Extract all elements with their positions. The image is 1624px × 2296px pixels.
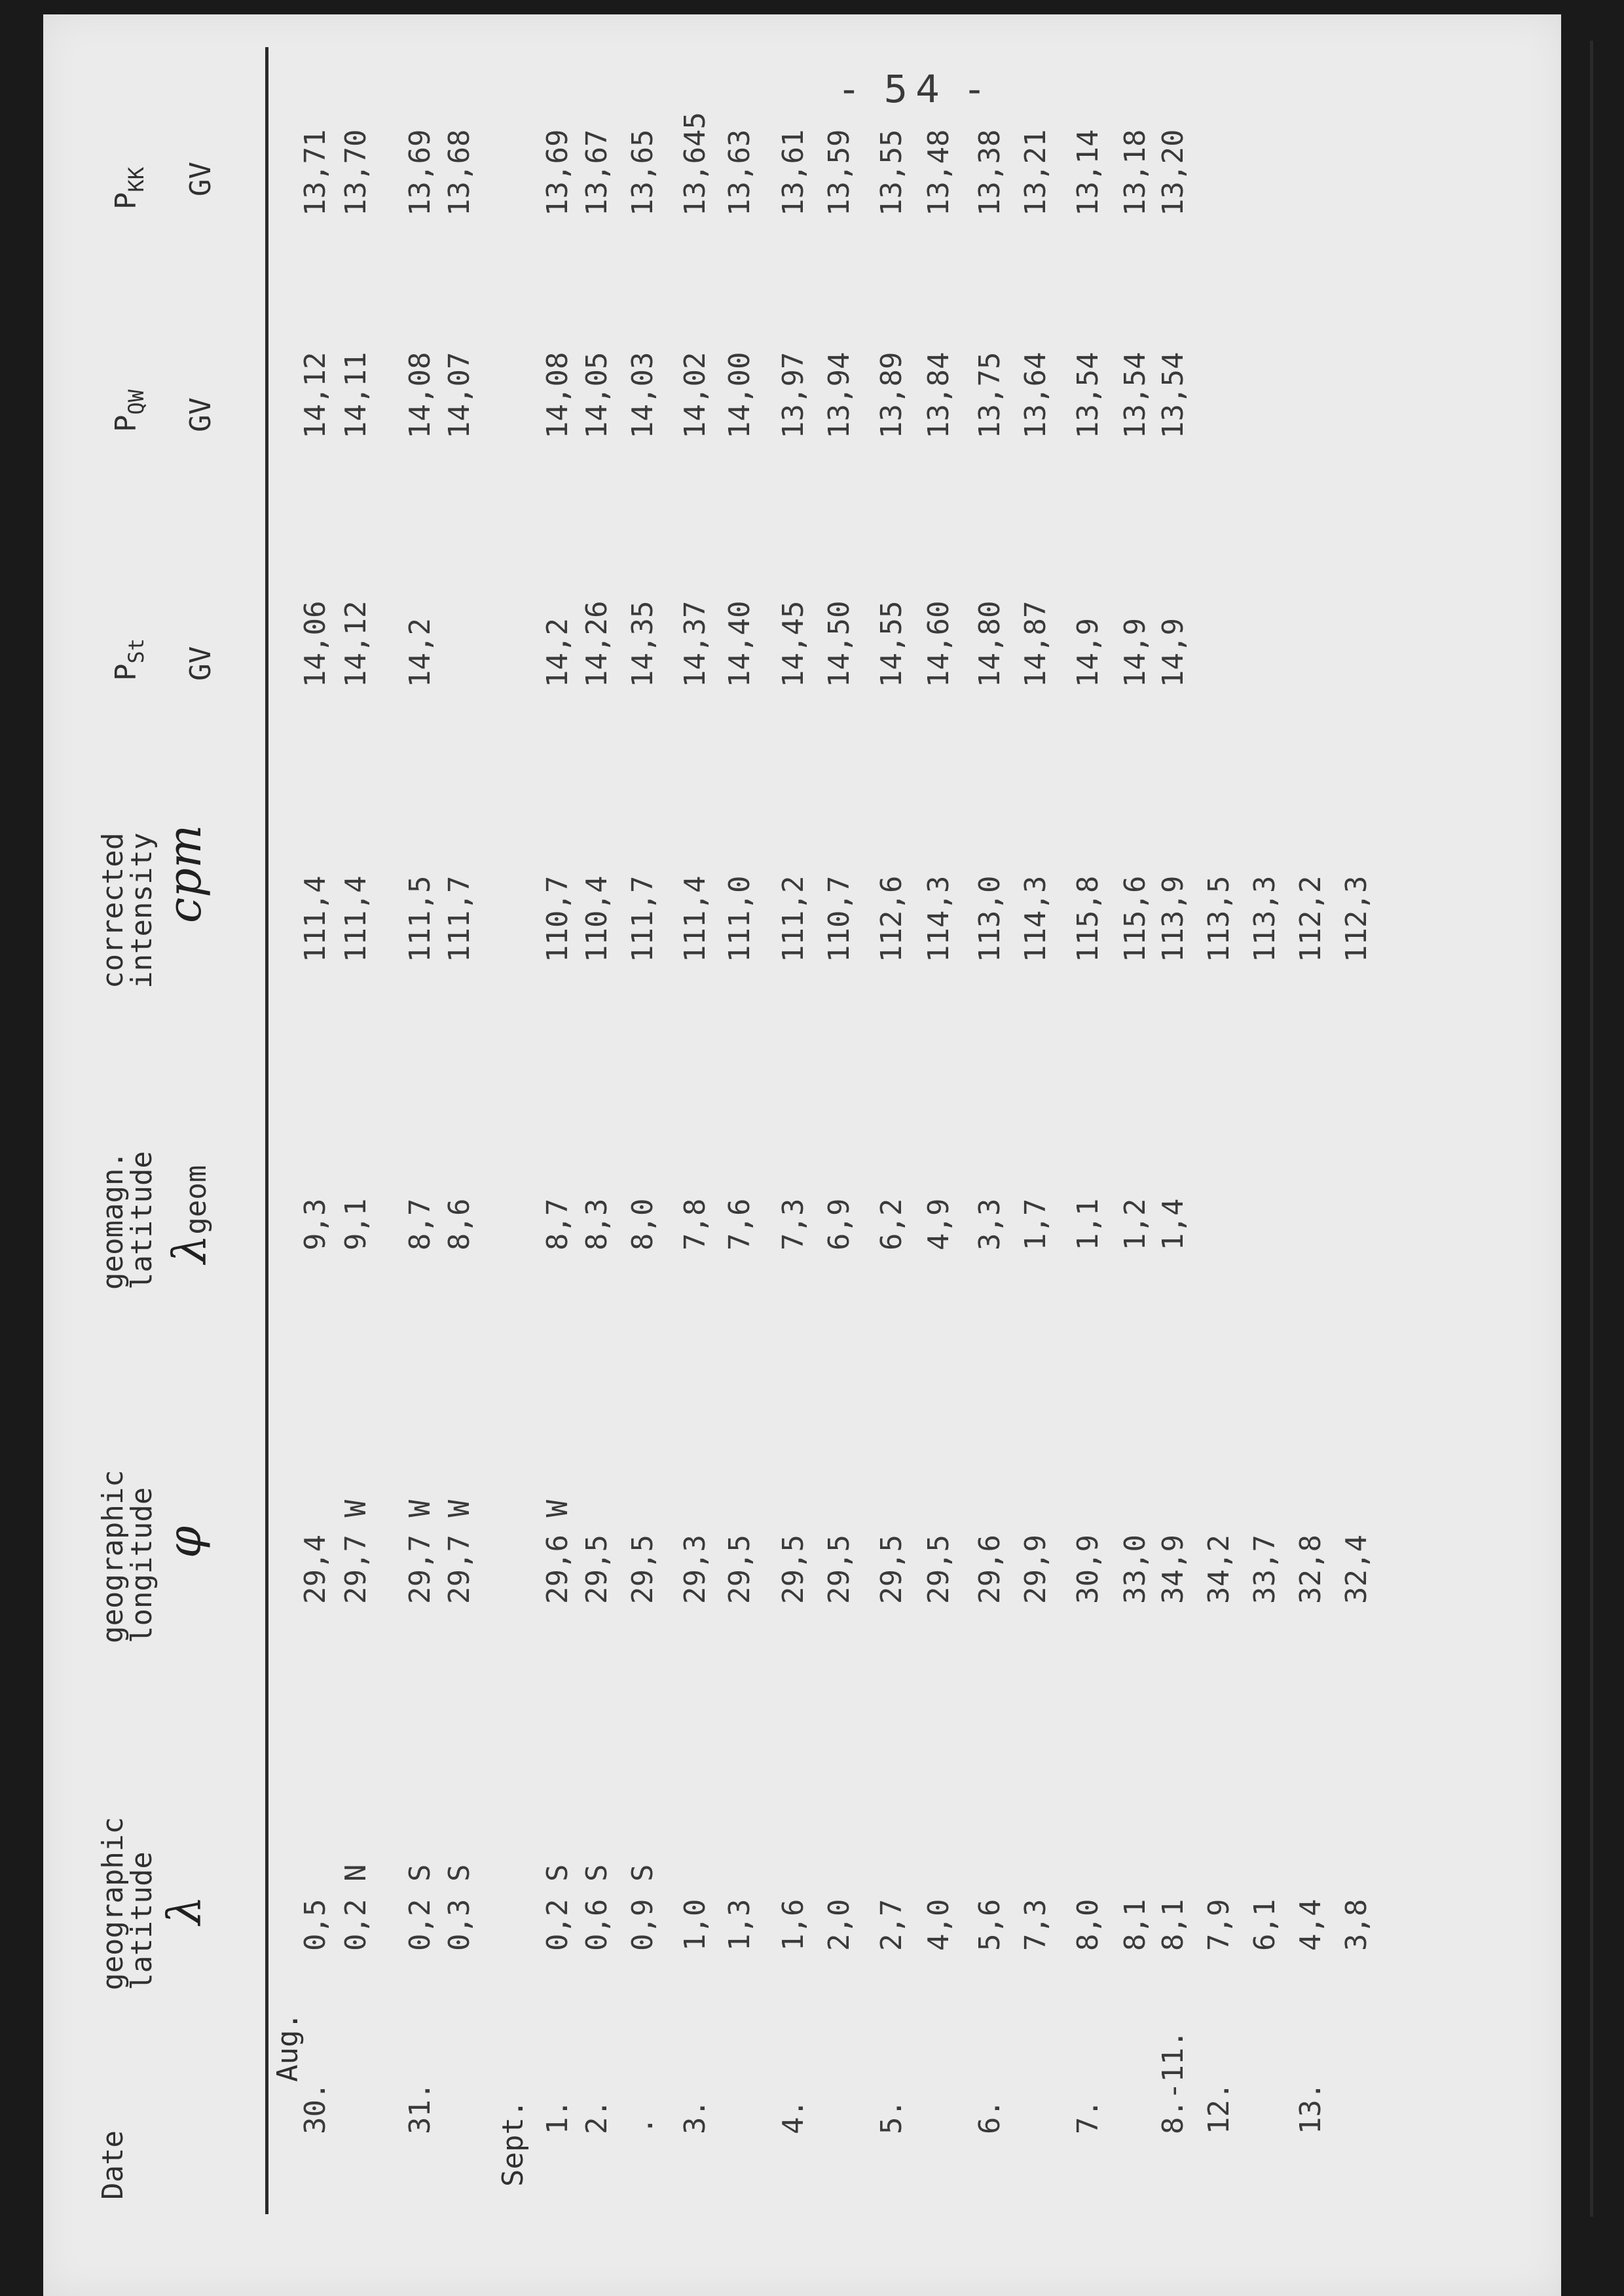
cell-corr-int: 111,0 [723,875,756,962]
cell-geo-lat: 7,3 [1019,1899,1052,1951]
cell-p-kk: 13,61 [777,129,810,216]
cell-geomagn-lat: 3,3 [973,1198,1006,1250]
cell-p-qw: 14,08 [403,352,437,439]
cell-geo-lat: 2,0 [822,1899,856,1951]
cell-p-qw: 14,05 [580,352,614,439]
cell-geomagn-lat: 8,3 [580,1198,614,1250]
cell-date: 8.-11. [1156,2030,1190,2134]
cell-geo-lon: 34,9 [1156,1535,1190,1604]
cell-geo-lon: 29,9 [1019,1535,1052,1604]
cell-corr-int: 111,4 [678,875,712,962]
cell-geomagn-lat: 4,9 [922,1198,955,1250]
cell-p-kk: 13,48 [922,129,955,216]
cell-corr-int: 114,3 [922,875,955,962]
cell-geo-lat: 0,6 S [580,1864,614,1951]
cell-corr-int: 111,7 [626,875,659,962]
cell-geo-lon: 30,9 [1071,1535,1105,1604]
cell-geo-lat: 0,2 S [403,1864,437,1951]
cell-geo-lon: 33,0 [1118,1535,1152,1604]
cell-p-qw: 14,02 [678,352,712,439]
cell-geomagn-lat: 6,2 [875,1198,908,1250]
cell-p-st: 14,06 [299,600,332,687]
cell-geo-lat: 1,3 [723,1899,756,1951]
cell-geo-lat: 8,1 [1118,1899,1152,1951]
cell-geo-lon: 33,7 [1248,1535,1282,1604]
cell-geo-lon: 29,5 [626,1535,659,1604]
cell-geomagn-lat: 8,7 [541,1198,574,1250]
cell-p-qw: 13,54 [1156,352,1190,439]
symbol-geo-lat: λ [158,1895,212,1925]
cell-p-st: 14,37 [678,600,712,687]
cell-geo-lat: 0,5 [299,1899,332,1951]
cell-geomagn-lat: 8,0 [626,1198,659,1250]
cell-date: 6. [973,2100,1006,2134]
month-aug: Aug. [271,2013,304,2082]
cell-p-kk: 13,68 [443,129,476,216]
cell-p-kk: 13,71 [299,129,332,216]
cell-geo-lon: 29,6 [973,1535,1006,1604]
cell-p-qw: 13,64 [1019,352,1052,439]
cell-corr-int: 114,3 [1019,875,1052,962]
cell-date: 5. [875,2100,908,2134]
cell-geo-lat: 3,8 [1340,1899,1373,1951]
cell-geo-lat: 7,9 [1202,1899,1236,1951]
symbol-geomagn-lat: λgeom [163,1165,217,1264]
header-p-st: $P_{St}$ [109,638,149,681]
cell-geo-lon: 29,7 W [443,1500,476,1604]
cell-corr-int: 112,2 [1294,875,1327,962]
unit-p-kk: GV [184,162,217,196]
cell-geo-lon: 29,6 W [541,1500,574,1604]
cell-geo-lat: 8,1 [1156,1899,1190,1951]
cell-p-qw: 14,12 [299,352,332,439]
cell-geomagn-lat: 8,6 [443,1198,476,1250]
cell-corr-int: 112,6 [875,875,908,962]
cell-corr-int: 113,5 [1202,875,1236,962]
cell-geo-lat: 0,2 S [541,1864,574,1951]
cell-date: 13. [1294,2082,1327,2134]
cell-geomagn-lat: 1,4 [1156,1198,1190,1250]
cell-geo-lon: 29,7 W [403,1500,437,1604]
cell-p-st: 14,50 [822,600,856,687]
cell-geo-lon: 29,5 [723,1535,756,1604]
cell-p-kk: 13,645 [678,112,712,216]
header-p-kk: $P_{KK}$ [109,166,149,210]
cell-date: 1. [541,2100,574,2134]
cell-corr-int: 110,7 [822,875,856,962]
cell-geo-lat: 0,9 S [626,1864,659,1951]
cell-corr-int: 111,4 [339,875,373,962]
header-geo-lat-1: geographic [96,1817,130,1990]
cell-geomagn-lat: 7,6 [723,1198,756,1250]
cell-geomagn-lat: 1,2 [1118,1198,1152,1250]
cell-geo-lat: 4,0 [922,1899,955,1951]
cell-p-qw: 14,00 [723,352,756,439]
cell-geo-lat: 1,0 [678,1899,712,1951]
cell-p-st: 14,2 [403,618,437,687]
cell-geo-lat: 0,3 S [443,1864,476,1951]
header-geomagn-lat-1: geomagn. [96,1151,130,1290]
cell-geo-lon: 29,5 [822,1535,856,1604]
cell-geomagn-lat: 7,3 [777,1198,810,1250]
cell-p-qw: 13,54 [1118,352,1152,439]
cell-corr-int: 111,2 [777,875,810,962]
cell-p-st: 14,45 [777,600,810,687]
cell-p-st: 14,80 [973,600,1006,687]
header-corr-int-1: corrected [96,832,130,989]
cell-p-kk: 13,18 [1118,129,1152,216]
cell-geomagn-lat: 6,9 [822,1198,856,1250]
header-geomagn-lat-2: latitude [125,1151,158,1290]
cell-p-qw: 13,54 [1071,352,1105,439]
cell-geo-lon: 29,5 [580,1535,614,1604]
cell-p-qw: 13,89 [875,352,908,439]
cell-p-qw: 14,08 [541,352,574,439]
cell-p-st: 14,35 [626,600,659,687]
cell-geomagn-lat: 9,3 [299,1198,332,1250]
cell-p-kk: 13,63 [723,129,756,216]
cell-p-qw: 13,75 [973,352,1006,439]
cell-corr-int: 110,7 [541,875,574,962]
cell-corr-int: 115,6 [1118,875,1152,962]
cell-p-st: 14,26 [580,600,614,687]
cell-geomagn-lat: 1,7 [1019,1198,1052,1250]
footer-rule [1590,41,1593,2217]
cell-p-st: 14,9 [1156,618,1190,687]
cell-p-st: 14,55 [875,600,908,687]
header-geo-lon-2: longitude [125,1487,158,1643]
cell-geomagn-lat: 9,1 [339,1198,373,1250]
unit-p-qw: GV [184,397,217,432]
cell-corr-int: 111,4 [299,875,332,962]
cell-geomagn-lat: 8,7 [403,1198,437,1250]
cell-geo-lon: 34,2 [1202,1535,1236,1604]
cell-date: 31. [403,2082,437,2134]
cell-corr-int: 111,5 [403,875,437,962]
cell-date: 30. [299,2082,332,2134]
symbol-geo-lon: φ [158,1525,212,1558]
cell-p-st: 14,40 [723,600,756,687]
cell-p-kk: 13,21 [1019,129,1052,216]
cell-p-qw: 13,94 [822,352,856,439]
cell-corr-int: 115,8 [1071,875,1105,962]
month-sept: Sept. [496,2100,530,2187]
cell-corr-int: 113,9 [1156,875,1190,962]
cell-date: 2. [580,2100,614,2134]
cell-date: . [626,2117,659,2134]
cell-corr-int: 111,7 [443,875,476,962]
cell-geo-lat: 8,0 [1071,1899,1105,1951]
cell-corr-int: 112,3 [1340,875,1373,962]
cell-p-kk: 13,59 [822,129,856,216]
cell-date: 7. [1071,2100,1105,2134]
cell-p-st: 14,9 [1118,618,1152,687]
cell-geo-lon: 29,3 [678,1535,712,1604]
cell-geo-lon: 29,7 W [339,1500,373,1604]
cell-p-qw: 13,84 [922,352,955,439]
header-corr-int-2: intensity [125,832,158,989]
cell-p-st: 14,2 [541,618,574,687]
cell-geo-lat: 5,6 [973,1899,1006,1951]
cell-p-st: 14,9 [1071,618,1105,687]
cell-geo-lon: 32,8 [1294,1535,1327,1604]
cell-date: 12. [1202,2082,1236,2134]
data-table [98,26,1572,2213]
unit-p-st: GV [184,646,217,681]
cell-p-kk: 13,69 [403,129,437,216]
cell-corr-int: 110,4 [580,875,614,962]
cell-p-qw: 14,03 [626,352,659,439]
cell-p-kk: 13,38 [973,129,1006,216]
cell-p-st: 14,60 [922,600,955,687]
cell-date: 4. [777,2100,810,2134]
cell-geo-lat: 1,6 [777,1899,810,1951]
cell-geo-lon: 29,5 [777,1535,810,1604]
header-geo-lon-1: geographic [96,1470,130,1643]
cell-p-kk: 13,55 [875,129,908,216]
page-number: - 54 - [842,67,989,111]
cell-geo-lat: 2,7 [875,1899,908,1951]
cell-corr-int: 113,3 [1248,875,1282,962]
cell-p-qw: 13,97 [777,352,810,439]
cell-p-kk: 13,20 [1156,129,1190,216]
cell-p-qw: 14,11 [339,352,373,439]
cell-date: 3. [678,2100,712,2134]
cell-p-qw: 14,07 [443,352,476,439]
cell-geo-lon: 29,5 [922,1535,955,1604]
cell-p-kk: 13,70 [339,129,373,216]
cell-geo-lon: 32,4 [1340,1535,1373,1604]
cell-p-kk: 13,14 [1071,129,1105,216]
cell-p-st: 14,12 [339,600,373,687]
cell-geo-lon: 29,4 [299,1535,332,1604]
header-date: Date [96,2130,130,2200]
header-geo-lat-2: latitude [125,1851,158,1990]
cell-p-kk: 13,69 [541,129,574,216]
cell-geo-lat: 4,4 [1294,1899,1327,1951]
cell-geo-lon: 29,5 [875,1535,908,1604]
cell-p-kk: 13,65 [626,129,659,216]
cell-geo-lat: 6,1 [1248,1899,1282,1951]
cell-p-st: 14,87 [1019,600,1052,687]
header-p-qw: $P_{QW}$ [109,389,149,432]
cell-geomagn-lat: 1,1 [1071,1198,1105,1250]
symbol-corr-int: cpm [158,824,212,923]
cell-corr-int: 113,0 [973,875,1006,962]
cell-p-kk: 13,67 [580,129,614,216]
cell-geo-lat: 0,2 N [339,1864,373,1951]
cell-geomagn-lat: 7,8 [678,1198,712,1250]
